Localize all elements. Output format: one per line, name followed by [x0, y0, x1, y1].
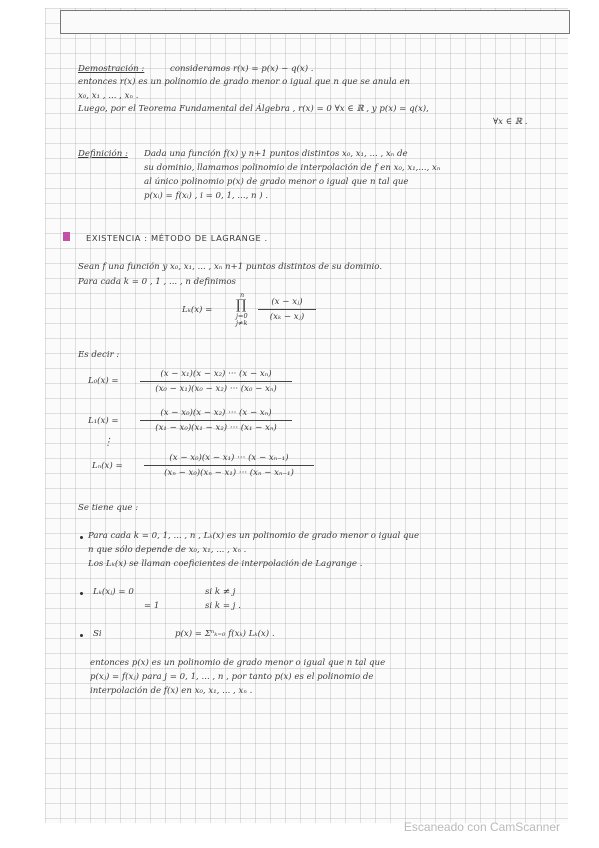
demo-line-4: Luego, por el Teorema Fundamental del Álgebra , r(x) = 0 ∀x ∈ ℝ , y p(x) = q(x), [78, 104, 429, 114]
bullet-dot-2 [80, 592, 83, 595]
demo-line-3: x₀, x₁ , ... , xₙ . [78, 91, 139, 101]
bullet-1-line-2: n que sólo depende de x₀, x₁, ... , xₙ . [88, 545, 247, 555]
definition-line-3: al único polinomio p(x) de grado menor o igual que n tal que [144, 177, 409, 187]
ln-denominator: (xₙ − x₀)(xₙ − x₁) ··· (xₙ − xₙ₋₁) [164, 468, 294, 478]
header-box [60, 10, 570, 34]
l1-fraction [140, 408, 292, 434]
lk-numerator: (x − xⱼ) [258, 297, 316, 310]
grid-paper [45, 8, 568, 823]
section-title: EXISTENCIA : MÉTODO DE LAGRANGE . [86, 233, 268, 243]
demo-line-2: entonces r(x) es un polinomio de grado menor o igual que n que se anula en [78, 77, 411, 87]
bullet-1-line-3: Los Lₖ(x) se llaman coeficientes de interpolación de Lagrange . [88, 559, 363, 569]
camscanner-watermark: Escaneado con CamScanner [403, 820, 560, 834]
l0-denominator: (x₀ − x₁)(x₀ − x₂) ··· (x₀ − xₙ) [155, 384, 277, 394]
conclusion-line-2: p(xⱼ) = f(xⱼ) para j = 0, 1, ... , n , por tanto p(x) es el polinomio de [90, 672, 374, 682]
bullet-3-si: Si [93, 629, 102, 639]
ln-lhs: Lₙ(x) = [92, 461, 123, 471]
prod-upper: n [240, 291, 245, 299]
es-decir-label: Es decir : [78, 350, 120, 360]
prod-lower-2: j≠k [236, 319, 248, 327]
prod-lower-1: j=0 [236, 312, 248, 320]
vertical-dots: ⋮ [103, 437, 113, 448]
se-tiene-label: Se tiene que : [78, 503, 139, 513]
definition-line-4: p(xᵢ) = f(xᵢ) , i = 0, 1, ..., n ) . [144, 191, 269, 201]
demo-line-5: ∀x ∈ ℝ . [493, 117, 528, 127]
l1-lhs: L₁(x) = [88, 416, 119, 426]
demo-label: Demostración : [78, 64, 145, 74]
bullet-dot-1 [80, 536, 83, 539]
lk-fraction [258, 297, 316, 323]
bullet-3-formula: p(x) = Σⁿₖ₌₀ f(xₖ) Lₖ(x) . [175, 629, 275, 639]
ln-numerator: (x − x₀)(x − x₁) ··· (x − xₙ₋₁) [144, 453, 314, 466]
bullet-2-cond-a: si k ≠ j [205, 587, 236, 597]
demo-line-1: consideramos r(x) = p(x) − q(x) . [170, 64, 314, 74]
ln-fraction [144, 453, 314, 479]
l0-lhs: L₀(x) = [88, 376, 119, 386]
lk-denominator: (xₖ − xⱼ) [269, 312, 305, 322]
bullet-2-eq-b: = 1 [144, 601, 160, 611]
definition-line-1: Dada una función f(x) y n+1 puntos distintos x₀, x₁, ... , xₙ de [144, 149, 408, 159]
lagrange-line-1: Sean f una función y x₀, x₁, ... , xₙ n+1 puntos distintos de su dominio. [78, 262, 383, 272]
lagrange-line-2: Para cada k = 0 , 1 , ... , n definimos [78, 277, 236, 287]
conclusion-line-1: entonces p(x) es un polinomio de grado menor o igual que n tal que [90, 658, 386, 668]
l0-fraction [140, 369, 292, 395]
definition-label: Definición : [78, 149, 128, 159]
l0-numerator: (x − x₁)(x − x₂) ··· (x − xₙ) [140, 369, 292, 382]
definition-line-2: su dominio, llamamos polinomio de interpolación de f en x₀, x₁,..., xₙ [144, 163, 441, 173]
product-symbol: ∏ [236, 298, 247, 313]
section-marker [63, 232, 70, 241]
bullet-2-cond-b: si k = j . [205, 601, 241, 611]
conclusion-line-3: interpolación de f(x) en x₀, x₁, ... , xₙ . [90, 686, 253, 696]
bullet-1-line-1: Para cada k = 0, 1, ... , n , Lₖ(x) es un polinomio de grado menor o igual que [88, 531, 420, 541]
bullet-dot-3 [80, 634, 83, 637]
bullet-2-eq-a: Lₖ(xⱼ) = 0 [93, 587, 134, 597]
l1-numerator: (x − x₀)(x − x₂) ··· (x − xₙ) [140, 408, 292, 421]
lk-lhs: Lₖ(x) = [182, 305, 213, 315]
l1-denominator: (x₁ − x₀)(x₁ − x₂) ··· (x₁ − xₙ) [155, 423, 277, 433]
